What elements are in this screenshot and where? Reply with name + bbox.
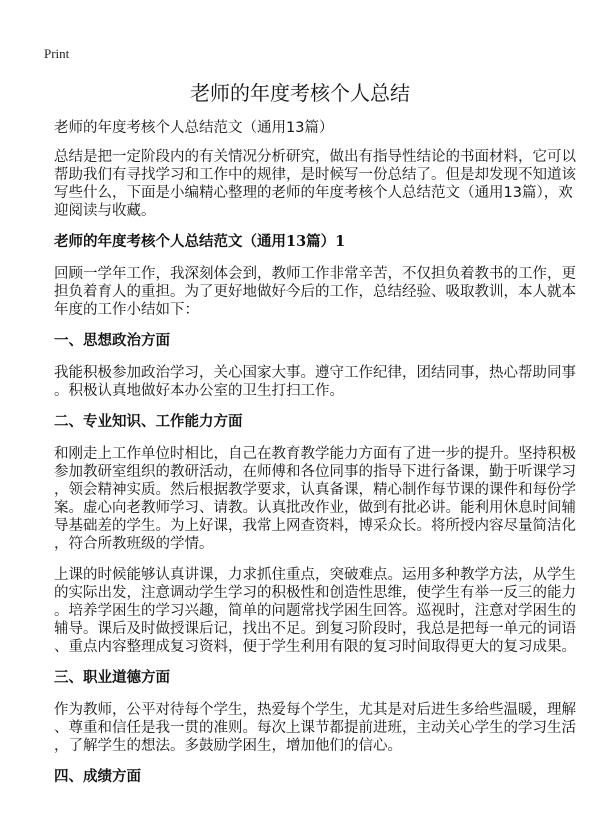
paragraph-line: 担负着育人的重担。为了更好地做好今后的工作，总结经验、吸取教训，本人就本 <box>54 284 576 300</box>
paragraph-line: 、重点内容整理成复习资料，便于学生利用有限的复习时间取得更大的复习成果。 <box>54 639 576 655</box>
article-body <box>54 119 576 800</box>
section-heading: 三、职业道德方面 <box>54 669 170 686</box>
paragraph <box>54 445 576 553</box>
paragraph-line: 上课的时候能够认真讲课，力求抓住重点，突破难点。运用多种教学方法，从学生 <box>54 567 576 583</box>
paragraph-line: 迎阅读与收藏。 <box>54 203 156 219</box>
paragraph-line: 总结是把一定阶段内的有关情况分析研究，做出有指导性结论的书面材料，它可以 <box>54 149 576 165</box>
paragraph-line: 的实际出发，注意调动学生学习的积极性和创造性思维，使学生有举一反三的能力 <box>54 585 576 601</box>
paragraph <box>54 148 576 220</box>
paragraph-line: 案。虚心向老教师学习、请教。认真批改作业，做到有批必讲。能利用休息时间辅 <box>54 500 576 516</box>
print-link[interactable]: Print <box>44 46 70 61</box>
paragraph-line: ，符合所教班级的学情。 <box>54 536 214 552</box>
paragraph-line: 辅导。课后及时做授课后记，找出不足。到复习阶段时，我总是把每一单元的词语 <box>54 621 576 637</box>
page-title: 老师的年度考核个人总结 <box>190 81 410 105</box>
paragraph-line: 回顾一学年工作，我深刻体会到，教师工作非常辛苦，不仅担负着教书的工作，更 <box>54 266 576 282</box>
paragraph-line: 导基础差的学生。为上好课，我常上网查资料，博采众长。将所授内容尽量简洁化 <box>54 518 576 534</box>
paragraph-line: 写些什么，下面是小编精心整理的老师的年度考核个人总结范文（通用13篇），欢 <box>54 185 573 201</box>
section-heading: 二、专业知识、工作能力方面 <box>54 413 243 430</box>
paragraph <box>54 364 576 400</box>
paragraph-line: 和刚走上工作单位时相比，自己在教育教学能力方面有了进一步的提升。坚持积极 <box>54 446 576 462</box>
article-subtitle: 老师的年度考核个人总结范文（通用13篇） <box>54 120 334 136</box>
paragraph <box>54 566 576 656</box>
paragraph-line: 参加教研室组织的教研活动，在师傅和各位同事的指导下进行备课，勤于听课学习 <box>54 464 576 480</box>
paragraph <box>54 701 576 755</box>
section-heading: 老师的年度考核个人总结范文（通用13篇）1 <box>54 233 346 250</box>
paragraph-line: ，领会精神实质。然后根据教学要求，认真备课，精心制作每节课的课件和每份学 <box>54 482 576 498</box>
section-heading: 一、思想政治方面 <box>54 332 170 349</box>
paragraph-line: 作为教师，公平对待每个学生，热爱每个学生，尤其是对后进生多给些温暖，理解 <box>54 702 576 718</box>
section-heading: 四、成绩方面 <box>54 768 141 785</box>
paragraph <box>54 265 576 319</box>
paragraph-line: 年度的工作小结如下： <box>54 302 199 318</box>
paragraph-line: ，了解学生的想法。多鼓励学困生，增加他们的信心。 <box>54 738 402 754</box>
paragraph-line: 帮助我们有寻找学习和工作中的规律，是时候写一份总结了。但是却发现不知道该 <box>54 167 576 183</box>
paragraph-line: 。培养学困生的学习兴趣，简单的问题常找学困生回答。巡视时，注意对学困生的 <box>54 603 576 619</box>
paragraph-line: 、尊重和信任是我一贯的准则。每次上课节都提前进班，主动关心学生的学习生活 <box>54 720 576 736</box>
paragraph-line: 。积极认真地做好本办公室的卫生打扫工作。 <box>54 383 344 399</box>
paragraph-line: 我能积极参加政治学习，关心国家大事。遵守工作纪律，团结同事，热心帮助同事 <box>54 365 576 381</box>
